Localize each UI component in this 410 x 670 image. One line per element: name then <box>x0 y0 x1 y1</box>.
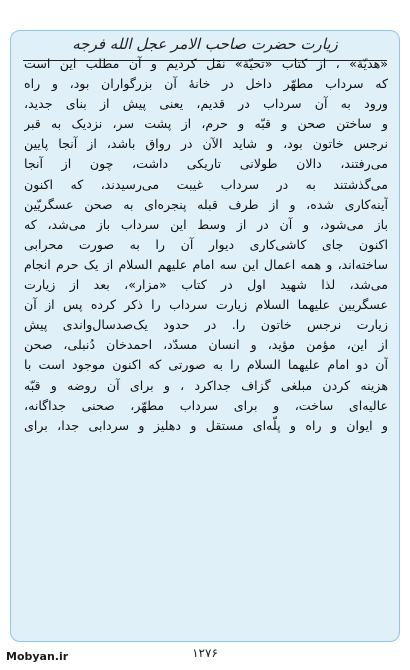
text-line: از این، مؤمن مؤید، و انسان مسدّد، احمدخان دُنبلی، صحن <box>24 337 388 353</box>
text-line: می‌رفتند، دالان طولانی تاریکی داشت، چون از آنجا <box>24 156 388 172</box>
text-line: آن دو امام علیهما السلام را به صورتی که اکنون موجود است با <box>24 357 388 373</box>
text-line: می‌شد، لذا شهید اول در کتاب «مزار»، بعد از زیارت <box>24 277 388 293</box>
text-line: عالیه‌ای ساخت، و برای سرداب مطهّر، صحنی جداگانه، <box>24 397 388 413</box>
text-line: هزینه کردن مبلغی گزاف جداکرد ، و برای آن روضه و قبّه <box>24 377 388 393</box>
text-line: «هدیّة» ، از کتاب «تحیّة» نقل کردیم و آن مطلب این است <box>24 56 388 71</box>
text-line: ورود به آن سرداب در قدیم، یعنی پیش از بنای جدید، <box>24 96 388 112</box>
text-line: و ایوان و راه و پلّه‌ای مستقل و دهلیز و سردابی جدا، برای <box>24 417 388 433</box>
text-line: عسگریین علیهما السلام زیارت سرداب را ذکر کرده پس از آن <box>24 297 388 313</box>
text-line: نرجس خاتون بود، و شاید الآن در رواق باشد، از آنجا پایین <box>24 136 388 152</box>
site-watermark[interactable]: Mobyan.ir <box>6 650 69 663</box>
text-line: اکنون جای کاشی‌کاری دیوار آن را به صورت محرابی <box>24 236 388 252</box>
text-line: که سرداب مطهّر داخل در خانهٔ آن بزرگواران بود، و راه <box>24 76 388 92</box>
page-number: ۱۲۷۶ <box>192 646 218 660</box>
text-line: ساخته‌اند، و همه اعمال این سه امام علیهم السلام از یک حرم انجام <box>24 256 388 272</box>
page-header-title: زیارت حضرت صاحب الامر عجل الله فرجه <box>72 35 338 53</box>
text-line: باز می‌شود، و آن در از وسط این سرداب باز می‌شد، که <box>24 216 388 232</box>
text-line: می‌گذشتند به در سرداب غیبت می‌رسیدند، که اکنون <box>24 176 388 192</box>
text-line: زیارت نرجس خاتون را. در حدود یک‌صدسال‌واندی پیش <box>24 317 388 333</box>
text-line: آینه‌کاری شده، و از طرف قبله پنجره‌ای به صحن عسگریّین <box>24 196 388 212</box>
document-text <box>24 54 388 640</box>
text-line: و ساختن صحن و قبّه و حرم، از پشت سر، نزدیک به قبر <box>24 116 388 132</box>
